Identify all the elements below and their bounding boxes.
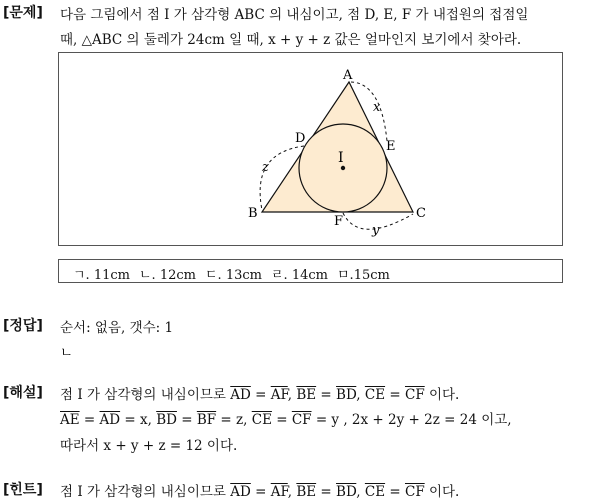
text: = z,	[216, 412, 252, 428]
text: 점 I 가 삼각형의 내심이므로	[60, 387, 231, 403]
text: =	[385, 387, 405, 403]
problem-tag: [문제]	[3, 5, 43, 21]
text: =	[176, 412, 197, 428]
segment-cf: $\overline{CF}$	[404, 387, 425, 403]
text: =	[385, 484, 405, 500]
text: 이다.	[424, 484, 460, 500]
segment-bd: $\overline{BD}$	[156, 412, 177, 428]
text: =	[316, 387, 337, 403]
segment-ad: $\overline{AD}$	[99, 412, 121, 428]
hint-tag: [힌트]	[3, 482, 43, 498]
segment-ad: $\overline{AD}$	[230, 387, 251, 403]
segment-be: $\overline{BE}$	[296, 484, 317, 500]
answer-line-2: ㄴ	[60, 345, 74, 361]
text: 이다.	[424, 387, 460, 403]
problem-line-1: 다음 그림에서 점 I 가 삼각형 ABC 의 내심이고, 점 D, E, F 가 내접원의 접점일	[60, 7, 529, 23]
options-box	[58, 259, 563, 283]
text: ,	[356, 484, 365, 500]
answer-line-1: 순서: 없음, 갯수: 1	[60, 320, 174, 336]
triangle-incircle-diagram	[59, 53, 564, 247]
explanation-line-3: 따라서 x + y + z = 12 이다.	[60, 438, 238, 454]
segment-bf: $\overline{BF}$	[196, 412, 217, 428]
text: ,	[287, 484, 297, 500]
text: ,	[287, 387, 297, 403]
text: =	[250, 387, 271, 403]
answer-tag: [정답]	[3, 318, 43, 334]
text: = x,	[120, 412, 157, 428]
label-b: B	[248, 206, 258, 221]
text: 점 I 가 삼각형의 내심이므로	[60, 484, 231, 500]
hint-line-1	[60, 480, 459, 500]
label-y: y	[372, 223, 380, 238]
label-e: E	[386, 139, 396, 154]
text: =	[250, 484, 271, 500]
text: ,	[356, 387, 365, 403]
text: = y , 2x + 2y + 2z = 24 이고,	[311, 412, 512, 428]
label-x: x	[373, 100, 381, 115]
option-3: ㄷ. 13cm	[205, 268, 262, 283]
segment-bd: $\overline{BD}$	[336, 484, 357, 500]
option-2: ㄴ. 12cm	[139, 268, 196, 283]
segment-ce: $\overline{CE}$	[251, 412, 272, 428]
segment-ce: $\overline{CE}$	[364, 484, 386, 500]
label-a: A	[343, 68, 353, 83]
segment-af: $\overline{AF}$	[270, 484, 288, 500]
incenter-point	[341, 166, 345, 170]
option-1: ㄱ. 11cm	[73, 268, 130, 283]
segment-cf: $\overline{CF}$	[404, 484, 425, 500]
option-5: ㅁ.15cm	[337, 268, 390, 283]
text: =	[316, 484, 337, 500]
text: =	[271, 412, 292, 428]
label-d: D	[295, 131, 306, 146]
segment-bd: $\overline{BD}$	[336, 387, 357, 403]
label-z: z	[262, 160, 269, 175]
option-4: ㄹ. 14cm	[271, 268, 328, 283]
label-i: I	[338, 150, 344, 166]
text: =	[79, 412, 100, 428]
label-f: F	[334, 214, 344, 229]
explanation-tag: [해설]	[3, 385, 43, 401]
problem-line-2: 때, △ABC 의 둘레가 24cm 일 때, x + y + z 값은 얼마인지 보기에서 찾아라.	[60, 32, 522, 48]
segment-ae: $\overline{AE}$	[60, 412, 80, 428]
segment-ce: $\overline{CE}$	[364, 387, 386, 403]
segment-cf: $\overline{CF}$	[291, 412, 312, 428]
segment-ad: $\overline{AD}$	[230, 484, 251, 500]
segment-af: $\overline{AF}$	[270, 387, 288, 403]
explanation-line-2	[60, 408, 512, 428]
label-c: C	[416, 206, 426, 221]
explanation-line-1	[60, 383, 459, 403]
segment-be: $\overline{BE}$	[296, 387, 317, 403]
figure-box	[58, 52, 563, 246]
